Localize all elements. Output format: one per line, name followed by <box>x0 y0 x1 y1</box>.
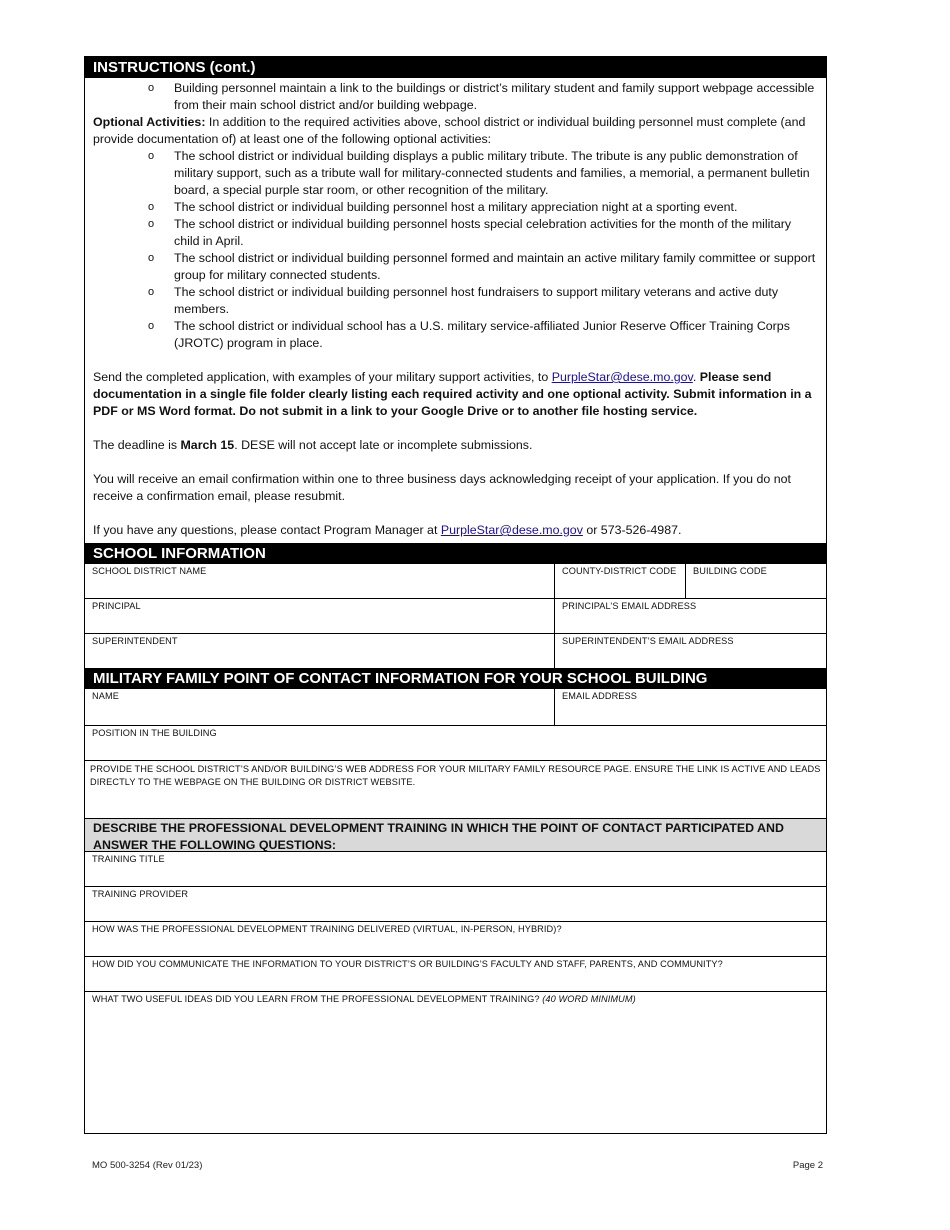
school-district-row <box>85 564 826 598</box>
ideas-label: WHAT TWO USEFUL IDEAS DID YOU LEARN FROM THE PROFESSIONAL DEVELOPMENT TRAINING? <box>92 994 543 1004</box>
communication-row <box>85 956 826 991</box>
school-info-header: SCHOOL INFORMATION <box>85 543 826 564</box>
principal-row <box>85 598 826 633</box>
principal-field[interactable]: PRINCIPAL <box>92 601 141 611</box>
send-bold-text: Please send documentation in a single file folder clearly listing each required activity and one optional activity. Submit information in a PDF or MS Word format. Do not submit in a link to your Google Drive or to another file hosting service. <box>93 370 812 418</box>
optional-activities-intro <box>93 114 818 148</box>
deadline-text <box>93 437 818 454</box>
list-item: o The school district or individual building personnel formed and maintain an active military family committee or support group for military connected students. <box>148 250 818 284</box>
position-row <box>85 725 826 760</box>
contact-info-header: MILITARY FAMILY POINT OF CONTACT INFORMATION FOR YOUR SCHOOL BUILDING <box>85 668 826 689</box>
questions-post: or 573-526-4987. <box>582 523 682 537</box>
position-field[interactable]: POSITION IN THE BUILDING <box>92 728 217 738</box>
questions-email-link[interactable]: PurpleStar@dese.mo.gov <box>440 523 583 537</box>
training-title-row <box>85 851 826 886</box>
ideas-field[interactable] <box>85 992 826 1142</box>
contact-name-row <box>85 689 826 725</box>
send-text: Send the completed application, with examples of your military support activities, to <box>93 370 552 384</box>
training-provider-field[interactable]: TRAINING PROVIDER <box>92 889 189 899</box>
questions-text <box>93 522 818 539</box>
send-instructions <box>93 369 818 420</box>
training-provider-row <box>85 886 826 921</box>
deadline-date: March 15 <box>180 438 235 452</box>
confirmation-text: You will receive an email confirmation within one to three business days acknowledging receipt of your application. If you do not receive a confirmation email, please resubmit. <box>93 472 791 503</box>
list-item: o The school district or individual building personnel hosts special celebration activities for the month of the military child in April. <box>148 216 818 250</box>
contact-name-field[interactable]: NAME <box>92 691 119 701</box>
instructions-header: INSTRUCTIONS (cont.) <box>85 57 826 78</box>
web-address-row <box>85 760 826 818</box>
list-item: o The school district or individual building displays a public military tribute. The tribute is any public demonstration of military support, such as a tribute wall for military-connected students and families, a memorial, a permanent bulletin board, a special purple star room, or other recognition of the military. <box>148 148 818 199</box>
principal-email-field[interactable]: PRINCIPAL’S EMAIL ADDRESS <box>554 599 826 633</box>
training-delivery-field[interactable]: HOW WAS THE PROFESSIONAL DEVELOPMENT TRAINING DELIVERED (VIRTUAL, IN-PERSON, HYBRID)? <box>92 924 562 934</box>
superintendent-email-field[interactable]: SUPERINTENDENT’S EMAIL ADDRESS <box>554 634 826 668</box>
form-number: MO 500-3254 (Rev 01/23) <box>92 1160 203 1171</box>
list-item: o The school district or individual building personnel host a military appreciation night at a sporting event. <box>148 199 818 216</box>
optional-activities-text: In addition to the required activities above, school district or individual building personnel must complete (and provide documentation of) at least one of the following optional activities: <box>93 115 806 146</box>
list-item: o The school district or individual building personnel host fundraisers to support military veterans and active duty members. <box>148 284 818 318</box>
school-district-name-field[interactable]: SCHOOL DISTRICT NAME <box>92 566 207 576</box>
ideas-row <box>85 991 826 1142</box>
communication-field[interactable]: HOW DID YOU COMMUNICATE THE INFORMATION TO YOUR DISTRICT’S OR BUILDING’S FACULTY AND STAFF, PARENTS, AND COMMUNITY? <box>92 959 723 969</box>
superintendent-row <box>85 633 826 668</box>
list-item: o Building personnel maintain a link to the buildings or district’s military student and family support webpage accessible from their main school district and/or building webpage. <box>148 80 818 114</box>
contact-email-field[interactable]: EMAIL ADDRESS <box>554 689 826 725</box>
purplestar-email-link[interactable]: PurpleStar@dese.mo.gov <box>551 370 693 384</box>
list-item: o The school district or individual school has a U.S. military service-affiliated Junior Reserve Officer Training Corps (JROTC) program in place. <box>148 318 818 352</box>
application-form <box>84 56 827 1134</box>
building-code-field[interactable]: BUILDING CODE <box>685 564 826 598</box>
top-bullet-list <box>93 80 818 114</box>
training-title-field[interactable]: TRAINING TITLE <box>92 854 165 864</box>
web-address-field[interactable]: PROVIDE THE SCHOOL DISTRICT’S AND/OR BUILDING’S WEB ADDRESS FOR YOUR MILITARY FAMILY RESOURCE PAGE. ENSURE THE LINK IS ACTIVE AND LEADS DIRECTLY TO THE WEBPAGE ON THE BUILDING OR DISTRICT WEBSITE. <box>90 764 821 787</box>
superintendent-field[interactable]: SUPERINTENDENT <box>92 636 178 646</box>
questions-pre: If you have any questions, please contact Program Manager at <box>93 523 441 537</box>
instructions-body <box>85 78 826 543</box>
page-number: Page 2 <box>792 1160 823 1171</box>
ideas-note: (40 WORD MINIMUM) <box>542 994 636 1004</box>
optional-activities-list <box>93 148 818 352</box>
training-header: DESCRIBE THE PROFESSIONAL DEVELOPMENT TRAINING IN WHICH THE POINT OF CONTACT PARTICIPATED AND ANSWER THE FOLLOWING QUESTIONS: <box>85 818 826 851</box>
training-delivery-row <box>85 921 826 956</box>
send-period: . <box>692 370 700 384</box>
deadline-pre: The deadline is <box>93 438 181 452</box>
deadline-post: . DESE will not accept late or incomplete submissions. <box>234 438 533 452</box>
county-district-code-field[interactable]: COUNTY-DISTRICT CODE <box>554 564 685 598</box>
optional-activities-label: Optional Activities: <box>93 115 206 129</box>
